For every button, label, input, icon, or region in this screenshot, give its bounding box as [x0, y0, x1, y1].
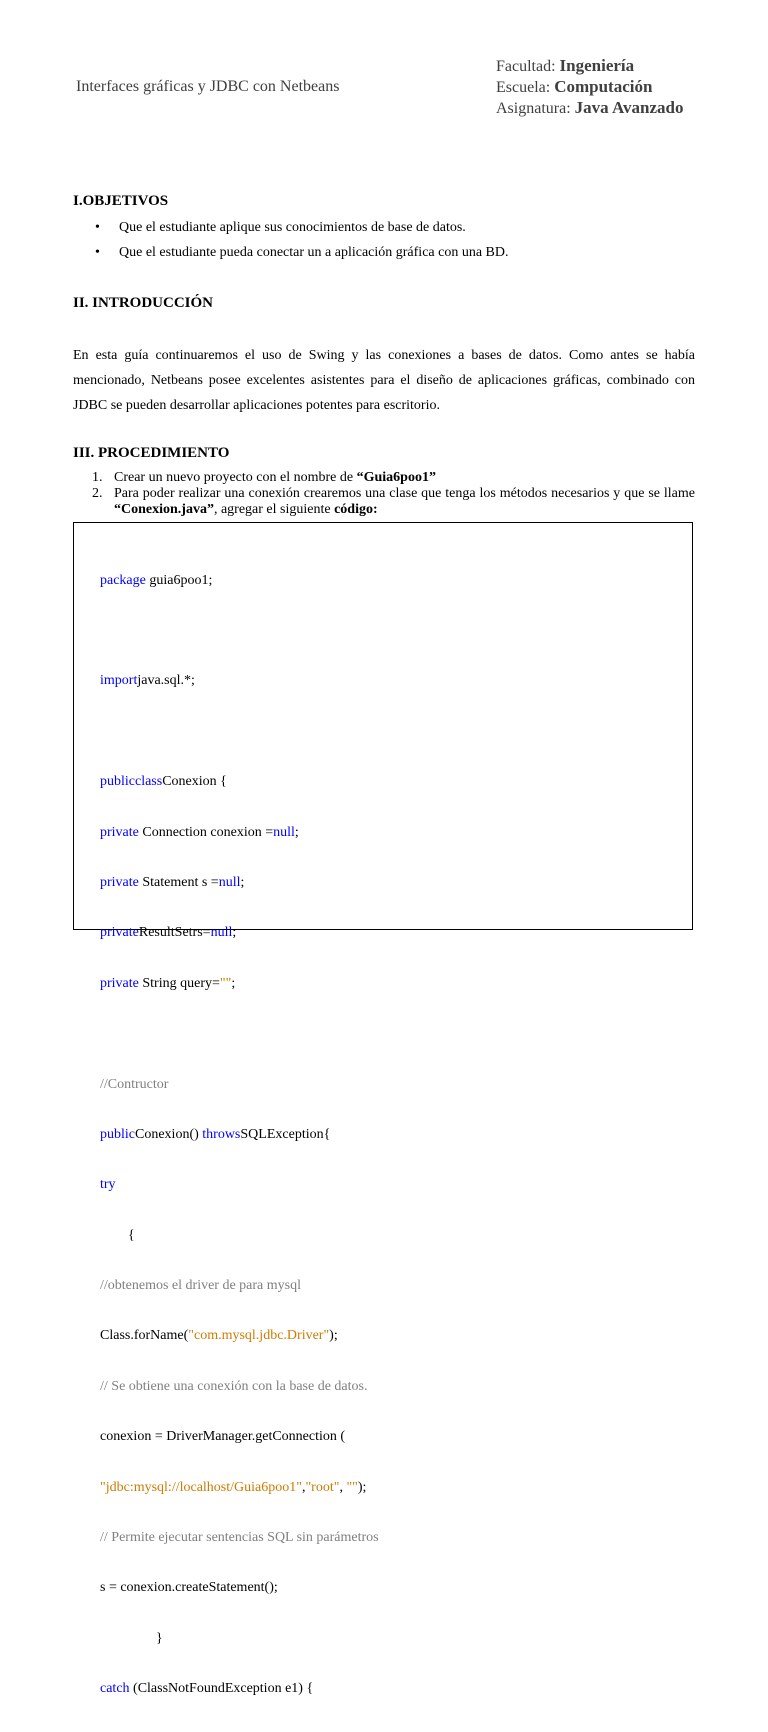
code-text: );: [329, 1328, 338, 1344]
intro-heading: II. INTRODUCCIÓN: [73, 295, 214, 311]
objective-item: • Que el estudiante aplique sus conocimientos de base de datos.: [95, 219, 715, 244]
school-label: Escuela:: [496, 79, 551, 96]
code-keyword: public: [100, 1126, 135, 1142]
code-text: ;: [231, 975, 236, 991]
code-keyword: package: [100, 572, 146, 588]
code-line: [100, 1580, 682, 1597]
step-text: Para poder realizar una conexión crearemos una clase que tenga los métodos necesarios y que se llame: [114, 486, 695, 501]
code-string: "com.mysql.jdbc.Driver": [188, 1328, 330, 1344]
faculty-label: Facultad:: [496, 58, 556, 75]
code-text: Statement s =: [138, 874, 219, 890]
step-text: , agregar el siguiente: [213, 502, 335, 517]
code-keyword: private: [100, 824, 139, 840]
code-text: ;: [294, 824, 299, 840]
school-row: [496, 77, 683, 98]
code-text: ;: [240, 874, 245, 890]
procedure-heading: III. PROCEDIMIENTO: [73, 445, 230, 461]
subject-row: [496, 98, 683, 119]
code-text: );: [357, 1479, 367, 1495]
objectives-list: [95, 219, 715, 269]
code-keyword: throws: [202, 1126, 241, 1142]
code-line: [100, 1530, 682, 1547]
code-line: [100, 1429, 682, 1446]
code-text: guia6poo1;: [145, 572, 213, 588]
code-text: (ClassNotFoundException e1) {: [129, 1681, 314, 1697]
code-listing: [100, 539, 682, 1732]
code-text: ;: [232, 925, 237, 941]
code-text: s = conexion.createStatement();: [100, 1580, 278, 1596]
code-line: [100, 976, 682, 993]
code-text: String query=: [138, 975, 220, 991]
code-line: [100, 925, 682, 942]
code-line: [100, 573, 682, 590]
subject-label: Asignatura:: [496, 100, 571, 117]
code-line: [100, 1631, 682, 1648]
code-text: {: [100, 1227, 135, 1243]
code-blank-line: [100, 1026, 682, 1043]
code-line: [100, 774, 682, 791]
code-keyword: null: [218, 874, 241, 890]
code-line: [100, 1127, 682, 1144]
code-line: [100, 1480, 682, 1497]
step-class-name: “Conexion.java”: [114, 502, 214, 517]
code-line: [100, 1077, 682, 1094]
code-comment: //Contructor: [100, 1076, 169, 1092]
code-keyword: private: [100, 975, 139, 991]
code-line: [100, 1278, 682, 1295]
subject-value: Java Avanzado: [574, 98, 684, 117]
procedure-steps: [92, 470, 695, 518]
code-line: [100, 673, 682, 690]
code-line: [100, 1681, 682, 1698]
code-line: [100, 875, 682, 892]
code-text: ResultSetrs=: [138, 925, 211, 941]
code-keyword: null: [210, 925, 233, 941]
step-code-label: código:: [334, 502, 378, 517]
intro-paragraph: En esta guía continuaremos el uso de Swing y las conexiones a bases de datos. Como antes se había mencionado, Netbeans posee excelentes asistentes para el diseño de aplicaciones gráficas, combinado con JDBC se pueden desarrollar aplicaciones potentes para escritorio.: [73, 348, 695, 413]
code-keyword: import: [100, 673, 138, 689]
code-text: conexion = DriverManager.getConnection (: [100, 1429, 346, 1445]
faculty-row: [496, 56, 683, 77]
code-string: "": [346, 1479, 358, 1495]
code-line: [100, 825, 682, 842]
code-line: [100, 1228, 682, 1245]
code-comment: // Permite ejecutar sentencias SQL sin parámetros: [100, 1530, 379, 1546]
code-text: Conexion {: [162, 774, 227, 790]
code-string: "": [219, 975, 232, 991]
code-text: Class.forName(: [100, 1328, 189, 1344]
code-line: [100, 1379, 682, 1396]
code-keyword: try: [100, 1177, 116, 1193]
code-keyword: catch: [100, 1681, 130, 1697]
step-number: 2.: [92, 486, 103, 501]
code-keyword: private: [100, 925, 139, 941]
document-title: Interfaces gráficas y JDBC con Netbeans: [76, 78, 340, 95]
code-text: SQLException{: [240, 1126, 331, 1142]
code-box: [73, 522, 693, 1697]
code-blank-line: [100, 623, 682, 640]
step-text: Crear un nuevo proyecto con el nombre de: [114, 470, 357, 485]
step-project-name: “Guia6poo1”: [356, 470, 436, 485]
code-blank-line: [100, 724, 682, 741]
code-text: Connection conexion =: [138, 824, 274, 840]
code-comment: // Se obtiene una conexión con la base de datos.: [100, 1378, 368, 1394]
code-text: ,: [301, 1479, 306, 1495]
procedure-step: [92, 486, 695, 518]
procedure-step: [92, 470, 695, 486]
code-keyword: private: [100, 874, 139, 890]
code-keyword: null: [273, 824, 295, 840]
code-string: "jdbc:mysql://localhost/Guia6poo1": [100, 1479, 302, 1495]
code-text: java.sql.*;: [137, 673, 195, 689]
header-meta: [496, 56, 683, 119]
code-string: "root": [305, 1479, 340, 1495]
faculty-value: Ingeniería: [559, 56, 635, 75]
objectives-heading: I.OBJETIVOS: [73, 193, 169, 209]
school-value: Computación: [554, 77, 653, 96]
code-keyword: publicclass: [100, 774, 163, 790]
code-text: Conexion(): [135, 1126, 203, 1142]
code-text: ,: [339, 1479, 347, 1495]
code-comment: //obtenemos el driver de para mysql: [100, 1278, 301, 1294]
code-text: }: [100, 1630, 163, 1646]
objective-item: • Que el estudiante pueda conectar un a aplicación gráfica con una BD.: [95, 244, 715, 269]
code-line: [100, 1177, 682, 1194]
code-line: [100, 1328, 682, 1345]
step-number: 1.: [92, 470, 103, 485]
